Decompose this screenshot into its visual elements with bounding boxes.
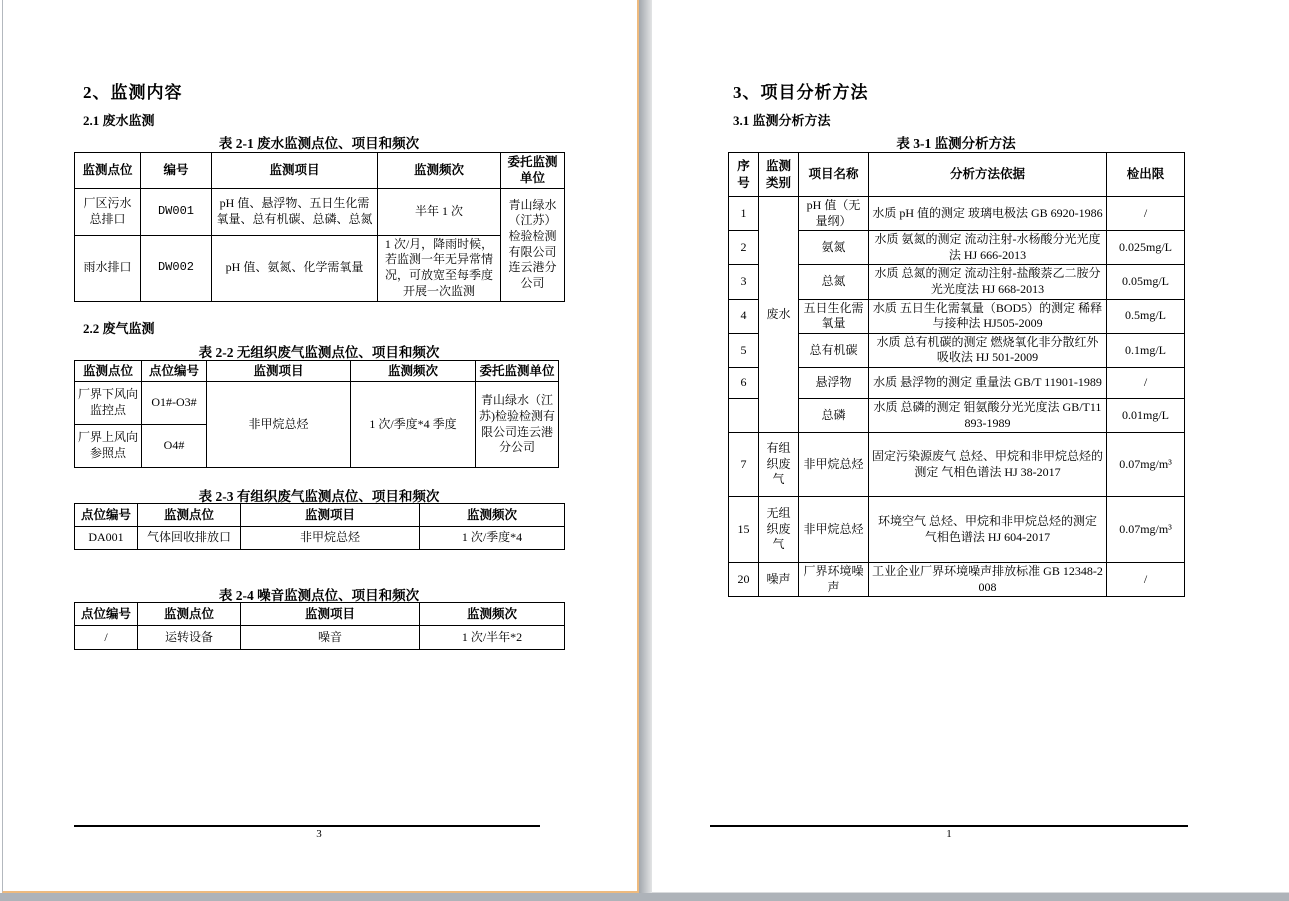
column-header: 监测频次 [378,153,501,189]
seq-cell: 3 [729,265,759,299]
viewer-background-strip [0,893,1289,901]
document-page-left [2,0,639,893]
table-row [729,153,1185,197]
entrusted-unit-cell: 青山绿水（江苏）检验检测有限公司连云港分公司 [501,188,565,301]
limit-cell: 0.5mg/L [1107,299,1185,333]
table-2-3-caption: 表 2-3 有组织废气监测点位、项目和频次 [198,489,440,504]
seq-cell: 4 [729,299,759,333]
frequency-cell: 1 次/月，降雨时候，若监测一年无异常情况，可放宽至每季度开展一次监测 [378,235,501,301]
column-header: 委托监测单位 [501,153,565,189]
column-header: 检出限 [1107,153,1185,197]
method-cell: 固定污染源废气 总烃、甲烷和非甲烷总烃的测定 气相色谱法 HJ 38-2017 [869,433,1107,497]
item-cell: pH 值（无量纲） [799,197,869,231]
table-2-4-caption: 表 2-4 噪音监测点位、项目和频次 [218,588,420,603]
table-row [75,188,565,235]
table-row [75,527,565,550]
table-row [729,497,1185,563]
table-row [75,504,565,527]
footer-divider [710,825,1188,827]
table-row [75,153,565,189]
point-code-cell: DW002 [141,235,212,301]
item-cell: 非甲烷总烃 [799,433,869,497]
page-number: 1 [946,828,952,840]
monitor-point-cell: 雨水排口 [75,235,141,301]
item-cell: 悬浮物 [799,367,869,398]
category-cell-noise: 噪声 [759,563,799,597]
item-cell: 总有机碳 [799,333,869,367]
table-2-4 [74,602,565,650]
column-header: 监测点位 [138,504,241,527]
monitor-point-cell: 厂界下风向监控点 [75,382,142,425]
monitor-point-cell: 厂界上风向参照点 [75,425,142,468]
point-code-cell: O4# [142,425,207,468]
table-row [729,433,1185,497]
item-cell: 厂界环境噪声 [799,563,869,597]
column-header: 监测频次 [420,504,565,527]
page-number: 3 [316,828,322,840]
monitor-items-cell: pH 值、氨氮、化学需氧量 [212,235,378,301]
column-header: 监测点位 [75,153,141,189]
monitor-items-cell: 非甲烷总烃 [241,527,420,550]
table-row [729,197,1185,231]
seq-cell: 2 [729,231,759,265]
column-header: 监测点位 [138,603,241,626]
method-cell: 水质 总磷的测定 钼氨酸分光光度法 GB/T11893-1989 [869,398,1107,432]
monitor-items-cell: 非甲烷总烃 [207,382,351,468]
item-cell: 总氮 [799,265,869,299]
method-cell: 水质 氨氮的测定 流动注射-水杨酸分光光度法 HJ 666-2013 [869,231,1107,265]
point-code-cell: O1#-O3# [142,382,207,425]
method-cell: 水质 五日生化需氧量（BOD5）的测定 稀释与接种法 HJ505-2009 [869,299,1107,333]
table-2-3 [74,503,565,550]
page-gutter [639,0,652,893]
category-cell-unorganized-gas: 无组织废气 [759,497,799,563]
column-header: 点位编号 [142,361,207,382]
seq-cell: 15 [729,497,759,563]
entrusted-unit-cell: 青山绿水（江苏)检验检测有限公司连云港分公司 [476,382,559,468]
column-header: 监测项目 [241,603,420,626]
column-header: 监测频次 [420,603,565,626]
subsection-heading-3-1: 3.1 监测分析方法 [733,113,831,128]
frequency-cell: 半年 1 次 [378,188,501,235]
limit-cell: / [1107,197,1185,231]
point-code-cell: DW001 [141,188,212,235]
monitor-point-cell: 厂区污水总排口 [75,188,141,235]
table-row [75,382,559,425]
category-cell-organized-gas: 有组织废气 [759,433,799,497]
method-cell: 水质 悬浮物的测定 重量法 GB/T 11901-1989 [869,367,1107,398]
point-code-cell: DA001 [75,527,138,550]
method-cell: 水质 pH 值的测定 玻璃电极法 GB 6920-1986 [869,197,1107,231]
frequency-cell: 1 次/季度*4 [420,527,565,550]
column-header: 编号 [141,153,212,189]
column-header: 项目名称 [799,153,869,197]
column-header: 监测类别 [759,153,799,197]
column-header: 点位编号 [75,603,138,626]
monitor-point-cell: 运转设备 [138,626,241,650]
limit-cell: / [1107,563,1185,597]
column-header: 分析方法依据 [869,153,1107,197]
footer-divider [74,825,540,827]
point-code-cell: / [75,626,138,650]
document-page-right [652,0,1289,893]
monitor-point-cell: 气体回收排放口 [138,527,241,550]
table-2-2 [74,360,559,468]
column-header: 监测项目 [207,361,351,382]
subsection-heading-2-2: 2.2 废气监测 [83,321,155,336]
table-3-1-caption: 表 3-1 监测分析方法 [896,136,1016,151]
method-cell: 水质 总有机碳的测定 燃烧氧化非分散红外吸收法 HJ 501-2009 [869,333,1107,367]
table-row [75,626,565,650]
subsection-heading-2-1: 2.1 废水监测 [83,113,155,128]
section-heading-3: 3、项目分析方法 [733,83,869,102]
table-2-1-caption: 表 2-1 废水监测点位、项目和频次 [218,136,420,151]
monitor-items-cell: 噪音 [241,626,420,650]
column-header: 委托监测单位 [476,361,559,382]
item-cell: 五日生化需氧量 [799,299,869,333]
seq-cell: 5 [729,333,759,367]
method-cell: 工业企业厂界环境噪声排放标准 GB 12348-2008 [869,563,1107,597]
limit-cell: 0.1mg/L [1107,333,1185,367]
item-cell: 非甲烷总烃 [799,497,869,563]
seq-cell: 1 [729,197,759,231]
limit-cell: 0.07mg/m³ [1107,433,1185,497]
method-cell: 水质 总氮的测定 流动注射-盐酸萘乙二胺分光光度法 HJ 668-2013 [869,265,1107,299]
table-3-1 [728,152,1185,597]
table-row [75,361,559,382]
column-header: 监测点位 [75,361,142,382]
column-header: 监测项目 [241,504,420,527]
seq-cell: 20 [729,563,759,597]
seq-cell: 6 [729,367,759,398]
table-2-1 [74,152,565,302]
seq-cell [729,398,759,432]
item-cell: 氨氮 [799,231,869,265]
frequency-cell: 1 次/季度*4 季度 [351,382,476,468]
table-row [75,235,565,301]
table-row [75,603,565,626]
seq-cell: 7 [729,433,759,497]
column-header: 监测项目 [212,153,378,189]
column-header: 序号 [729,153,759,197]
table-row [729,563,1185,597]
column-header: 点位编号 [75,504,138,527]
limit-cell: 0.07mg/m³ [1107,497,1185,563]
category-cell-water: 废水 [759,197,799,433]
method-cell: 环境空气 总烃、甲烷和非甲烷总烃的测定 气相色谱法 HJ 604-2017 [869,497,1107,563]
table-2-2-caption: 表 2-2 无组织废气监测点位、项目和频次 [198,345,440,360]
limit-cell: 0.01mg/L [1107,398,1185,432]
limit-cell: / [1107,367,1185,398]
section-heading-2: 2、监测内容 [83,83,183,102]
monitor-items-cell: pH 值、悬浮物、五日生化需氧量、总有机碳、总磷、总氮 [212,188,378,235]
frequency-cell: 1 次/半年*2 [420,626,565,650]
limit-cell: 0.025mg/L [1107,231,1185,265]
item-cell: 总磷 [799,398,869,432]
limit-cell: 0.05mg/L [1107,265,1185,299]
column-header: 监测频次 [351,361,476,382]
